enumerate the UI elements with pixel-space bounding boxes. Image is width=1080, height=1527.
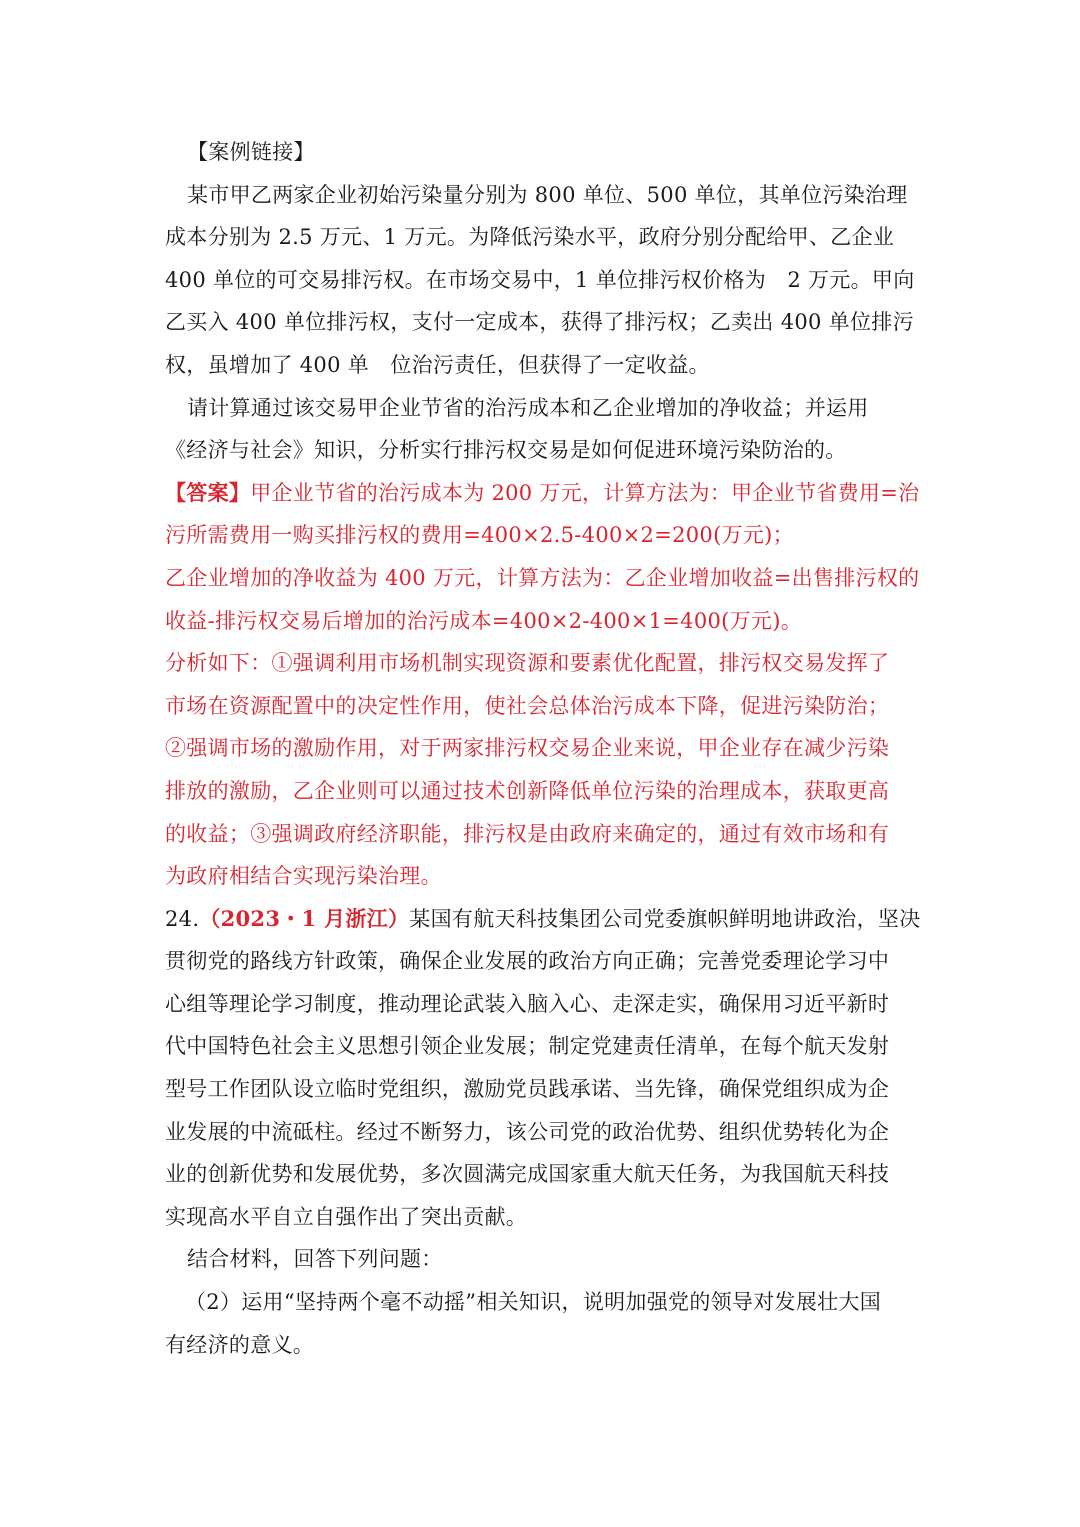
case-text-line: 某市甲乙两家企业初始污染量分别为 800 单位、500 单位，其单位污染治理 xyxy=(187,182,908,207)
case-text-line: 权，虽增加了 400 单 位治污责任，但获得了一定收益。 xyxy=(165,352,710,377)
question-24-line xyxy=(165,898,921,941)
answer-line: 为政府相结合实现污染治理。 xyxy=(165,864,442,889)
question-24-line: 型号工作团队设立临时党组织，激励党员践承诺、当先锋，确保党组织成为企 xyxy=(165,1077,890,1102)
case-text-line: 成本分别为 2.5 万元、1 万元。为降低污染水平，政府分别分配给甲、乙企业 xyxy=(165,225,895,250)
question-text: 某国有航天科技集团公司党委旗帜鲜明地讲政治，坚决 xyxy=(409,906,921,931)
sub-question-line: （2）运用“坚持两个毫不动摇”相关知识，说明加强党的领导对发展壮大国 xyxy=(185,1290,882,1315)
answer-text: 甲企业节省的治污成本为 200 万元，计算方法为：甲企业节省费用=治 xyxy=(250,480,920,505)
case-text-line: 400 单位的可交易排污权。在市场交易中，1 单位排污权价格为 2 万元。甲向 xyxy=(165,267,915,292)
answer-line: 排放的激励，乙企业则可以通过技术创新降低单位污染的治理成本，获取更高 xyxy=(165,778,890,803)
question-24-line: 实现高水平自立自强作出了突出贡献。 xyxy=(165,1204,528,1229)
answer-line xyxy=(165,472,920,515)
question-24-line: 贯彻党的路线方针政策，确保企业发展的政治方向正确；完善党委理论学习中 xyxy=(165,949,890,974)
answer-label: 【答案】 xyxy=(165,479,251,505)
question-prompt: 结合材料，回答下列问题： xyxy=(187,1247,443,1272)
question-line: 《经济与社会》知识，分析实行排污权交易是如何促进环境污染防治的。 xyxy=(165,438,847,463)
answer-line: 市场在资源配置中的决定性作用，使社会总体治污成本下降，促进污染防治； xyxy=(165,693,890,718)
question-24-line: 代中国特色社会主义思想引领企业发展；制定党建责任清单，在每个航天发射 xyxy=(165,1034,890,1059)
question-24-line: 业发展的中流砥柱。经过不断努力，该公司党的政治优势、组织优势转化为企 xyxy=(165,1119,890,1144)
case-text-line: 乙买入 400 单位排污权，支付一定成本，获得了排污权；乙卖出 400 单位排污 xyxy=(165,310,914,335)
answer-line: 收益-排污权交易后增加的治污成本=400×2-400×1=400(万元)。 xyxy=(165,608,803,633)
answer-line: 的收益；③强调政府经济职能，排污权是由政府来确定的，通过有效市场和有 xyxy=(165,821,890,846)
answer-line: 分析如下：①强调利用市场机制实现资源和要素优化配置，排污权交易发挥了 xyxy=(165,651,890,676)
question-line: 请计算通过该交易甲企业节省的治污成本和乙企业增加的净收益；并运用 xyxy=(187,395,869,420)
answer-line: 乙企业增加的净收益为 400 万元，计算方法为：乙企业增加收益=出售排污权的 xyxy=(165,565,920,590)
question-number: 24. xyxy=(165,906,200,931)
question-24-line: 业的创新优势和发展优势，多次圆满完成国家重大航天任务，为我国航天科技 xyxy=(165,1162,890,1187)
question-source: （2023・1 月浙江） xyxy=(199,905,410,931)
question-24-line: 心组等理论学习制度，推动理论武装入脑入心、走深走实，确保用习近平新时 xyxy=(165,991,890,1016)
case-heading: 【案例链接】 xyxy=(187,140,315,164)
sub-question-line: 有经济的意义。 xyxy=(165,1332,315,1357)
answer-line: ②强调市场的激励作用，对于两家排污权交易企业来说，甲企业存在减少污染 xyxy=(165,736,890,761)
document-page xyxy=(165,131,921,1366)
answer-line: 污所需费用一购买排污权的费用=400×2.5-400×2=200(万元)； xyxy=(165,523,794,548)
